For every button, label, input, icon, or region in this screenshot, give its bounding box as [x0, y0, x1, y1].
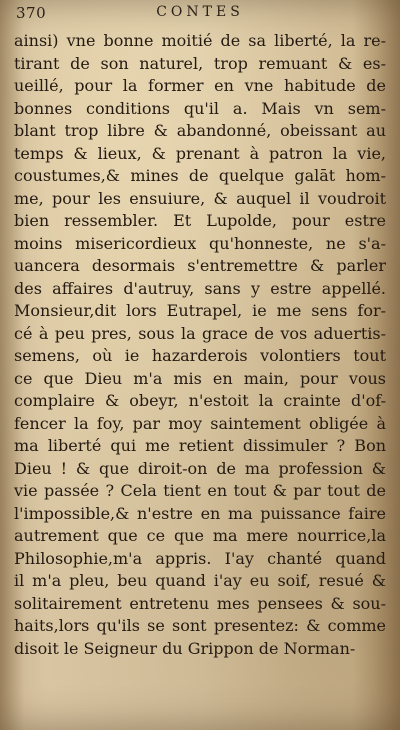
text-line: bien ressembler. Et Lupolde, pour estre — [14, 211, 386, 230]
text-line: blant trop libre & abandonné, obeissant au — [14, 121, 386, 140]
text-line: tirant de son naturel, trop remuant & es- — [14, 53, 386, 73]
text-line: Dieu ! & que diroit-on de ma profession & — [14, 458, 386, 478]
text-line: me, pour les ensuiure, & auquel il voudroit — [14, 188, 386, 208]
text-line: semens, où ie hazarderois volontiers tout — [14, 346, 386, 365]
text-line: moins misericordieux qu'honneste, ne s'a- — [14, 233, 386, 253]
text-line: haits,lors qu'ils se sont presentez: & comme — [14, 616, 386, 635]
text-line: ainsi) vne bonne moitié de sa liberté, la re- — [14, 31, 386, 50]
text-line: uancera desormais s'entremettre & parler — [14, 256, 386, 275]
text-line: temps & lieux, & prenant à patron la vie, — [14, 143, 386, 163]
text-line: autrement que ce que ma mere nourrice,la — [14, 526, 386, 545]
text-line: cé à peu pres, sous la grace de vos aduertis- — [14, 323, 386, 343]
text-line: des affaires d'autruy, sans y estre appellé. — [14, 278, 386, 298]
text-line: Philosophie,m'a appris. I'ay chanté quand — [14, 548, 386, 568]
page-header — [16, 4, 384, 26]
text-line: ma liberté qui me retient dissimuler ? Bon — [14, 436, 386, 455]
text-line: il m'a pleu, beu quand i'ay eu soif, resué & — [14, 571, 386, 590]
text-line: vie passée ? Cela tient en tout & par tout de — [14, 481, 386, 500]
text-line: fencer la foy, par moy saintement obligée à — [14, 413, 386, 433]
running-head: CONTES — [156, 4, 244, 20]
text-line: bonnes conditions qu'il a. Mais vn sem- — [14, 98, 386, 118]
body-text — [14, 30, 386, 660]
page-number: 370 — [16, 4, 47, 22]
text-line: solitairement entretenu mes pensees & sou- — [14, 593, 386, 613]
text-line: disoit le Seigneur du Grippon de Norman- — [14, 638, 356, 658]
text-line: l'impossible,& n'estre en ma puissance faire — [14, 503, 386, 523]
text-line: ce que Dieu m'a mis en main, pour vous — [14, 368, 386, 388]
text-line: coustumes,& mines de quelque galāt hom- — [14, 166, 386, 185]
text-line: complaire & obeyr, n'estoit la crainte d'of- — [14, 391, 386, 410]
text-line: ueillé, pour la former en vne habitude de — [14, 76, 386, 95]
text-line: Monsieur,dit lors Eutrapel, ie me sens for- — [14, 301, 386, 320]
